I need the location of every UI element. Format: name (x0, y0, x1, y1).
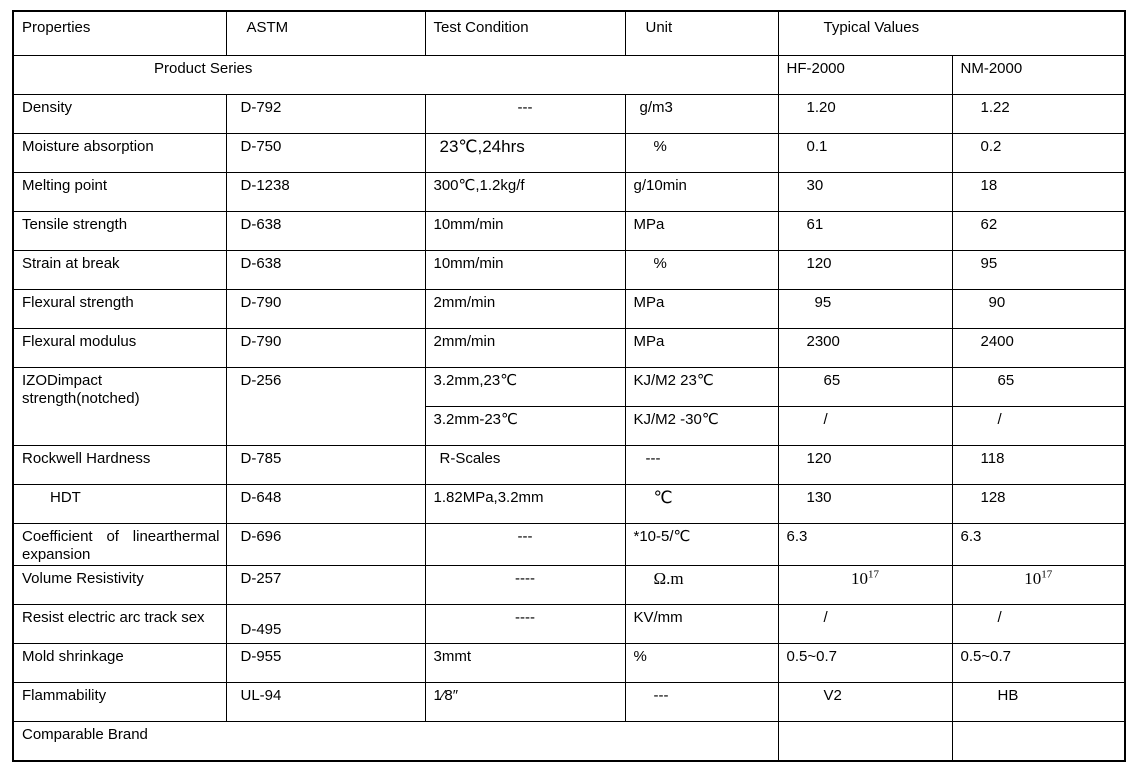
property-cell: Density (13, 94, 226, 133)
hf-2000-cell: 120 (778, 250, 952, 289)
property-cell: IZODimpact strength(notched) (13, 367, 226, 445)
hf-2000-cell: 2300 (778, 328, 952, 367)
hf-2000-cell: 6.3 (778, 523, 952, 566)
property-cell: Tensile strength (13, 211, 226, 250)
comparable-brand-label: Comparable Brand (13, 722, 778, 761)
unit-cell: ℃ (625, 484, 778, 523)
table-row-rockwell-hardness (13, 445, 1125, 484)
table-row-hdt (13, 484, 1125, 523)
unit-cell: Ω.m (625, 566, 778, 605)
table-row-resist-electric-arc (13, 605, 1125, 644)
test-condition-cell: 3mmt (425, 644, 625, 683)
table-row-density (13, 94, 1125, 133)
test-condition-cell: 3.2mm-23℃ (425, 406, 625, 445)
table-row-izod-impact-23c (13, 367, 1125, 406)
column-header-test-condition: Test Condition (425, 11, 625, 55)
astm-cell: D-792 (226, 94, 425, 133)
test-condition-cell: --- (425, 94, 625, 133)
product-series-row (13, 55, 1125, 94)
astm-cell: D-790 (226, 328, 425, 367)
hf-2000-cell (778, 566, 952, 605)
astm-cell: D-638 (226, 250, 425, 289)
table-row-melting-point (13, 172, 1125, 211)
astm-cell: D-1238 (226, 172, 425, 211)
property-cell: Coefficient of linearthermal expansion (13, 523, 226, 566)
test-condition-cell: 10mm/min (425, 250, 625, 289)
astm-cell: D-638 (226, 211, 425, 250)
property-cell: Resist electric arc track sex (13, 605, 226, 644)
hf-2000-cell-empty (778, 722, 952, 761)
hf-2000-cell: / (778, 605, 952, 644)
test-condition-cell: 1⁄8″ (425, 683, 625, 722)
property-cell: Volume Resistivity (13, 566, 226, 605)
comparable-brand-row (13, 722, 1125, 761)
nm-2000-cell: 6.3 (952, 523, 1125, 566)
hf-2000-cell: / (778, 406, 952, 445)
unit-cell: KJ/M2 23℃ (625, 367, 778, 406)
test-condition-cell: ---- (425, 566, 625, 605)
resistivity-exponent: 17 (1041, 568, 1053, 581)
property-cell: Flammability (13, 683, 226, 722)
astm-cell: D-648 (226, 484, 425, 523)
hf-2000-cell: 1.20 (778, 94, 952, 133)
nm-2000-cell: / (952, 406, 1125, 445)
column-header-unit: Unit (625, 11, 778, 55)
column-header-typical-values: Typical Values (778, 11, 1125, 55)
test-condition-cell: 1.82MPa,3.2mm (425, 484, 625, 523)
table-row-flammability (13, 683, 1125, 722)
product-series-label: Product Series (13, 55, 778, 94)
hf-2000-cell: 95 (778, 289, 952, 328)
column-header-nm-2000: NM-2000 (952, 55, 1125, 94)
nm-2000-cell: 2400 (952, 328, 1125, 367)
hf-2000-cell: 130 (778, 484, 952, 523)
unit-cell: KJ/M2 -30℃ (625, 406, 778, 445)
unit-cell: % (625, 133, 778, 172)
property-cell: Flexural modulus (13, 328, 226, 367)
astm-cell: D-785 (226, 445, 425, 484)
resistivity-base: 10 (851, 569, 868, 588)
astm-cell: D-256 (226, 367, 425, 445)
table-row-strain-at-break (13, 250, 1125, 289)
unit-cell: MPa (625, 211, 778, 250)
nm-2000-cell: 118 (952, 445, 1125, 484)
hf-2000-cell: 61 (778, 211, 952, 250)
hf-2000-cell: 0.5~0.7 (778, 644, 952, 683)
column-header-astm: ASTM (226, 11, 425, 55)
hf-2000-cell: 30 (778, 172, 952, 211)
test-condition-cell: 2mm/min (425, 289, 625, 328)
nm-2000-cell: 90 (952, 289, 1125, 328)
nm-2000-cell-empty (952, 722, 1125, 761)
property-cell: Rockwell Hardness (13, 445, 226, 484)
nm-2000-cell: 65 (952, 367, 1125, 406)
nm-2000-cell: 62 (952, 211, 1125, 250)
test-condition-cell: --- (425, 523, 625, 566)
header-row (13, 11, 1125, 55)
table-row-flexural-modulus (13, 328, 1125, 367)
nm-2000-cell: 0.5~0.7 (952, 644, 1125, 683)
astm-cell: D-750 (226, 133, 425, 172)
property-cell: Melting point (13, 172, 226, 211)
hf-2000-cell: V2 (778, 683, 952, 722)
test-condition-cell: 23℃,24hrs (425, 133, 625, 172)
unit-cell: KV/mm (625, 605, 778, 644)
unit-cell: --- (625, 445, 778, 484)
property-cell: Mold shrinkage (13, 644, 226, 683)
unit-cell: g/10min (625, 172, 778, 211)
table-row-flexural-strength (13, 289, 1125, 328)
unit-cell: MPa (625, 328, 778, 367)
nm-2000-cell: 0.2 (952, 133, 1125, 172)
unit-cell: % (625, 644, 778, 683)
resistivity-base: 10 (1024, 569, 1042, 588)
test-condition-cell: 300℃,1.2kg/f (425, 172, 625, 211)
nm-2000-cell: 128 (952, 484, 1125, 523)
hf-2000-cell: 0.1 (778, 133, 952, 172)
nm-2000-cell: 18 (952, 172, 1125, 211)
nm-2000-cell: 1.22 (952, 94, 1125, 133)
astm-cell: D-955 (226, 644, 425, 683)
property-cell: Moisture absorption (13, 133, 226, 172)
hf-2000-cell: 65 (778, 367, 952, 406)
table-row-volume-resistivity (13, 566, 1125, 605)
column-header-properties: Properties (13, 11, 226, 55)
test-condition-cell: 2mm/min (425, 328, 625, 367)
property-cell: Strain at break (13, 250, 226, 289)
astm-cell: D-495 (226, 605, 425, 644)
table-row-coefficient-linear-thermal-expansion (13, 523, 1125, 566)
unit-cell: --- (625, 683, 778, 722)
unit-cell: g/m3 (625, 94, 778, 133)
test-condition-cell: 3.2mm,23℃ (425, 367, 625, 406)
resistivity-exponent: 17 (868, 568, 879, 581)
nm-2000-cell: 95 (952, 250, 1125, 289)
nm-2000-cell: HB (952, 683, 1125, 722)
test-condition-cell: ---- (425, 605, 625, 644)
property-cell: Flexural strength (13, 289, 226, 328)
test-condition-cell: 10mm/min (425, 211, 625, 250)
astm-cell: D-696 (226, 523, 425, 566)
astm-cell: D-790 (226, 289, 425, 328)
unit-cell: % (625, 250, 778, 289)
hf-2000-cell: 120 (778, 445, 952, 484)
table-row-mold-shrinkage (13, 644, 1125, 683)
unit-cell: *10-5/℃ (625, 523, 778, 566)
test-condition-cell: R-Scales (425, 445, 625, 484)
nm-2000-cell: / (952, 605, 1125, 644)
nm-2000-cell (952, 566, 1125, 605)
properties-table (12, 10, 1126, 762)
table-row-moisture-absorption (13, 133, 1125, 172)
property-cell: HDT (13, 484, 226, 523)
table-row-tensile-strength (13, 211, 1125, 250)
unit-cell: MPa (625, 289, 778, 328)
astm-cell: D-257 (226, 566, 425, 605)
astm-cell: UL-94 (226, 683, 425, 722)
column-header-hf-2000: HF-2000 (778, 55, 952, 94)
